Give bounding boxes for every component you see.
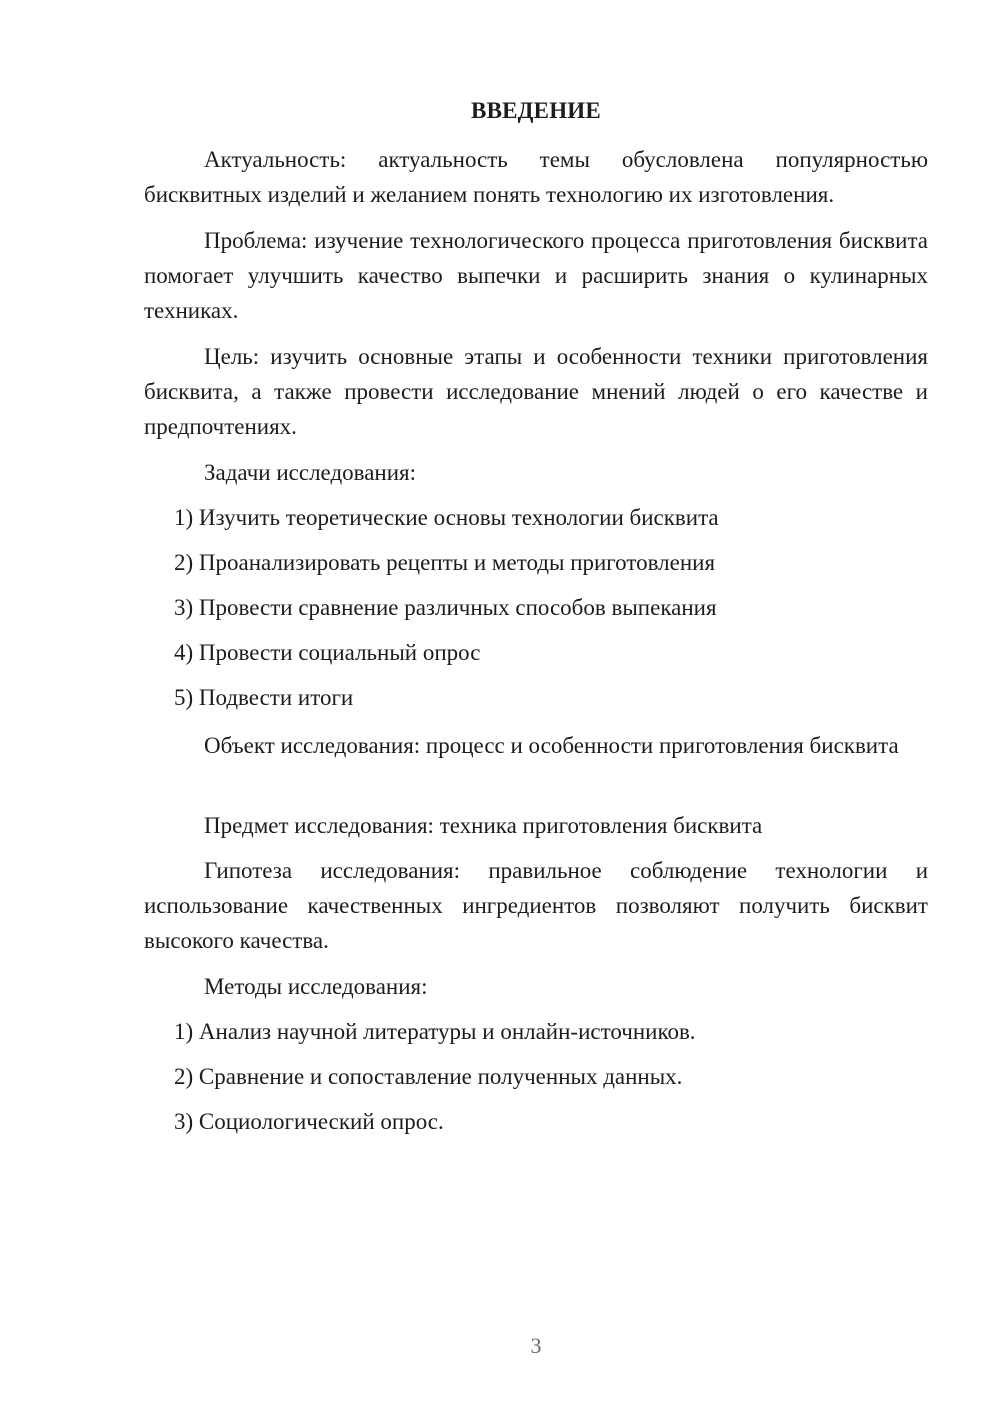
task-item: 1) Изучить теоретические основы технологии бисквита (174, 505, 719, 530)
subject-paragraph: Предмет исследования: техника приготовления бисквита (204, 813, 763, 838)
section-title: ВВЕДЕНИЕ (471, 98, 601, 123)
task-item: 5) Подвести итоги (174, 685, 354, 710)
hypothesis-paragraph: Гипотеза исследования: правильное соблюдение технологии и использование качественных ингредиентов позволяют получить бисквит высокого качества. (144, 858, 928, 953)
method-item: 1) Анализ научной литературы и онлайн-источников. (174, 1019, 696, 1044)
task-item: 3) Провести сравнение различных способов выпекания (174, 595, 717, 620)
relevance-paragraph: Актуальность: актуальность темы обусловлена популярностью бисквитных изделий и желанием понять технологию их изготовления. (144, 147, 928, 207)
tasks-heading: Задачи исследования: (204, 460, 417, 485)
goal-paragraph: Цель: изучить основные этапы и особенности техники приготовления бисквита, а также провести исследование мнений людей о его качестве и предпочтениях. (144, 344, 928, 439)
problem-paragraph: Проблема: изучение технологического процесса приготовления бисквита помогает улучшить качество выпечки и расширить знания о кулинарных техниках. (144, 228, 928, 323)
task-item: 4) Провести социальный опрос (174, 640, 481, 665)
method-item: 3) Социологический опрос. (174, 1109, 444, 1134)
method-item: 2) Сравнение и сопоставление полученных данных. (174, 1064, 683, 1089)
object-paragraph: Объект исследования: процесс и особенности приготовления бисквита (204, 733, 899, 758)
page-number: 3 (530, 1333, 542, 1358)
task-item: 2) Проанализировать рецепты и методы приготовления (174, 550, 716, 575)
methods-heading: Методы исследования: (204, 974, 428, 999)
